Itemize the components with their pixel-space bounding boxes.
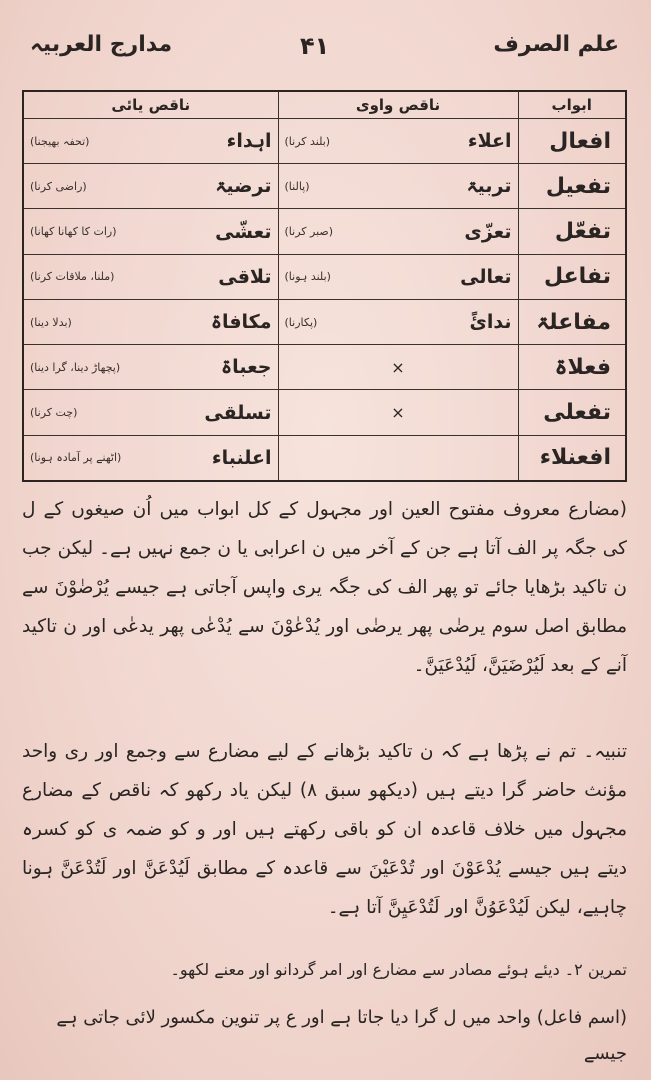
bab-name: افعنلاء (518, 435, 626, 481)
not-applicable-mark: × (391, 357, 405, 377)
yai-meaning: (ملنا، ملاقات کرنا) (30, 270, 115, 284)
bab-name: تفعیل (518, 164, 626, 209)
header-naqis-yai: ناقص یائی (23, 91, 278, 119)
yai-masdar-word: تسلقی (204, 401, 272, 424)
waw-masdar-word: تعالی (460, 265, 512, 288)
header-naqis-wawi: ناقص واوی (278, 91, 518, 119)
yai-masdar-word: اہداء (226, 130, 272, 153)
waw-cell (278, 345, 518, 390)
waw-meaning: (پکارنا) (284, 315, 318, 329)
yai-masdar-word: تعشّی (215, 220, 272, 243)
bab-name: تفعّل (518, 209, 626, 254)
not-applicable-mark: × (391, 403, 405, 423)
yai-cell (23, 435, 278, 481)
waw-masdar-word: ندائً (469, 311, 512, 334)
table-row (23, 254, 626, 299)
yai-masdar-word: اعلنباء (211, 446, 272, 469)
paragraph-tanbih: تنبیہ۔ تم نے پڑھا ہے کہ ن تاکید بڑھانے کے لیے مضارع سے وجمع اور ری واحد مؤنث حاضر گرا دیتے ہیں (دیکھو سبق ۸) لیکن یاد رکھو کہ ناقص کے مضارع مجہول میں خلاف قاعدہ ان کو باقی رکھتے ہیں اور و کو ضمہ ی کو کسرہ دیتے ہیں جیسے یُدْعَوْنَ اور تُدْعَیْنَ سے قاعدہ کے مطابق لَیُدْعَنَّ اور لَتُدْعَنَّ ہونا چاہیے، لیکن لَیُدْعَوُنَّ اور لَتُدْعَیِنَّ آتا ہے۔ (22, 741, 628, 918)
table-row (23, 299, 626, 344)
yai-meaning: (راضی کرنا) (30, 179, 87, 193)
yai-masdar-word: مکافاۃ (210, 311, 272, 334)
table-row (23, 345, 626, 390)
table-row (23, 435, 626, 481)
bab-name: فعلاۃ (518, 345, 626, 390)
conjugation-table (22, 90, 627, 482)
bab-name: تفاعل (518, 254, 626, 299)
exercise-line: تمرین ۲۔ دیئے ہوئے مصادر سے مضارع اور امر گردانو اور معنے لکھو۔ (170, 960, 627, 979)
yai-meaning: (بدلا دینا) (30, 315, 72, 329)
yai-masdar-word: جعباۃ (221, 356, 272, 379)
yai-meaning: (پچھاڑ دینا، گرا دینا) (30, 360, 121, 374)
yai-cell (23, 390, 278, 435)
yai-cell (23, 164, 278, 209)
waw-cell (278, 390, 518, 435)
waw-masdar-word: اعلاء (467, 130, 512, 153)
table-header-row (23, 91, 626, 119)
waw-masdar-word: تربیۃ (466, 175, 512, 198)
waw-cell (278, 435, 518, 481)
yai-meaning: (اٹھنے پر آمادہ ہونا) (30, 451, 122, 465)
yai-cell (23, 209, 278, 254)
waw-masdar-word: تعزّی (464, 220, 512, 243)
waw-cell (278, 299, 518, 344)
publisher-name: مدارج العربیہ (30, 32, 173, 57)
table-row (23, 209, 626, 254)
book-title: علم الصرف (493, 32, 619, 57)
waw-cell (278, 209, 518, 254)
yai-cell (23, 254, 278, 299)
table-row (23, 119, 626, 164)
bab-name: افعال (518, 119, 626, 164)
waw-meaning: (پالنا) (284, 179, 310, 193)
table-row (23, 390, 626, 435)
page-number: ۴۱ (300, 32, 330, 60)
waw-cell (278, 164, 518, 209)
waw-cell (278, 119, 518, 164)
yai-meaning: (چت کرنا) (30, 406, 78, 420)
yai-masdar-word: تلاقی (218, 265, 272, 288)
yai-meaning: (تحفہ بھیجنا) (30, 134, 90, 148)
table-row (23, 164, 626, 209)
paragraph-mudari: (مضارع معروف مفتوح العین اور مجہول کے کل ابواب میں اُن صیغوں کے ل کی جگہ پر الف آتا ہے جن کے آخر میں ن اعرابی یا ن جمع نہیں ہے۔ لیکن جب ن تاکید بڑھایا جائے تو پھر الف کی جگہ یری واپس آجاتی ہے جیسے یُرْضٰوْنَ سے مطابق اصل سوم یرضٰی پھر یرضٰی اور یُدْعٰوْنَ سے یُدْعٰی پھر یدعٰی اور ن تاکید آنے کے بعد لَیُرْضَیَنَّ، لَیُدْعَیَنَّ۔ (22, 499, 627, 676)
waw-meaning: (بلند کرنا) (284, 134, 331, 148)
yai-cell (23, 345, 278, 390)
waw-meaning: (صبر کرنا) (284, 225, 334, 239)
yai-cell (23, 119, 278, 164)
table-body (23, 119, 626, 482)
bab-name: تفعلی (518, 390, 626, 435)
waw-cell (278, 254, 518, 299)
yai-cell (23, 299, 278, 344)
paragraph-ism-fail: (اسم فاعل) واحد میں ل گرا دیا جاتا ہے اور ع پر تنوین مکسور لائی جاتی ہے جیسے (56, 1007, 627, 1064)
waw-meaning: (بلند ہونا) (284, 270, 331, 284)
bab-name: مفاعلۃ (518, 299, 626, 344)
yai-meaning: (رات کا کھانا کھانا) (30, 225, 117, 239)
header-abwab: ابواب (518, 91, 626, 119)
yai-masdar-word: ترضیۃ (215, 175, 272, 198)
